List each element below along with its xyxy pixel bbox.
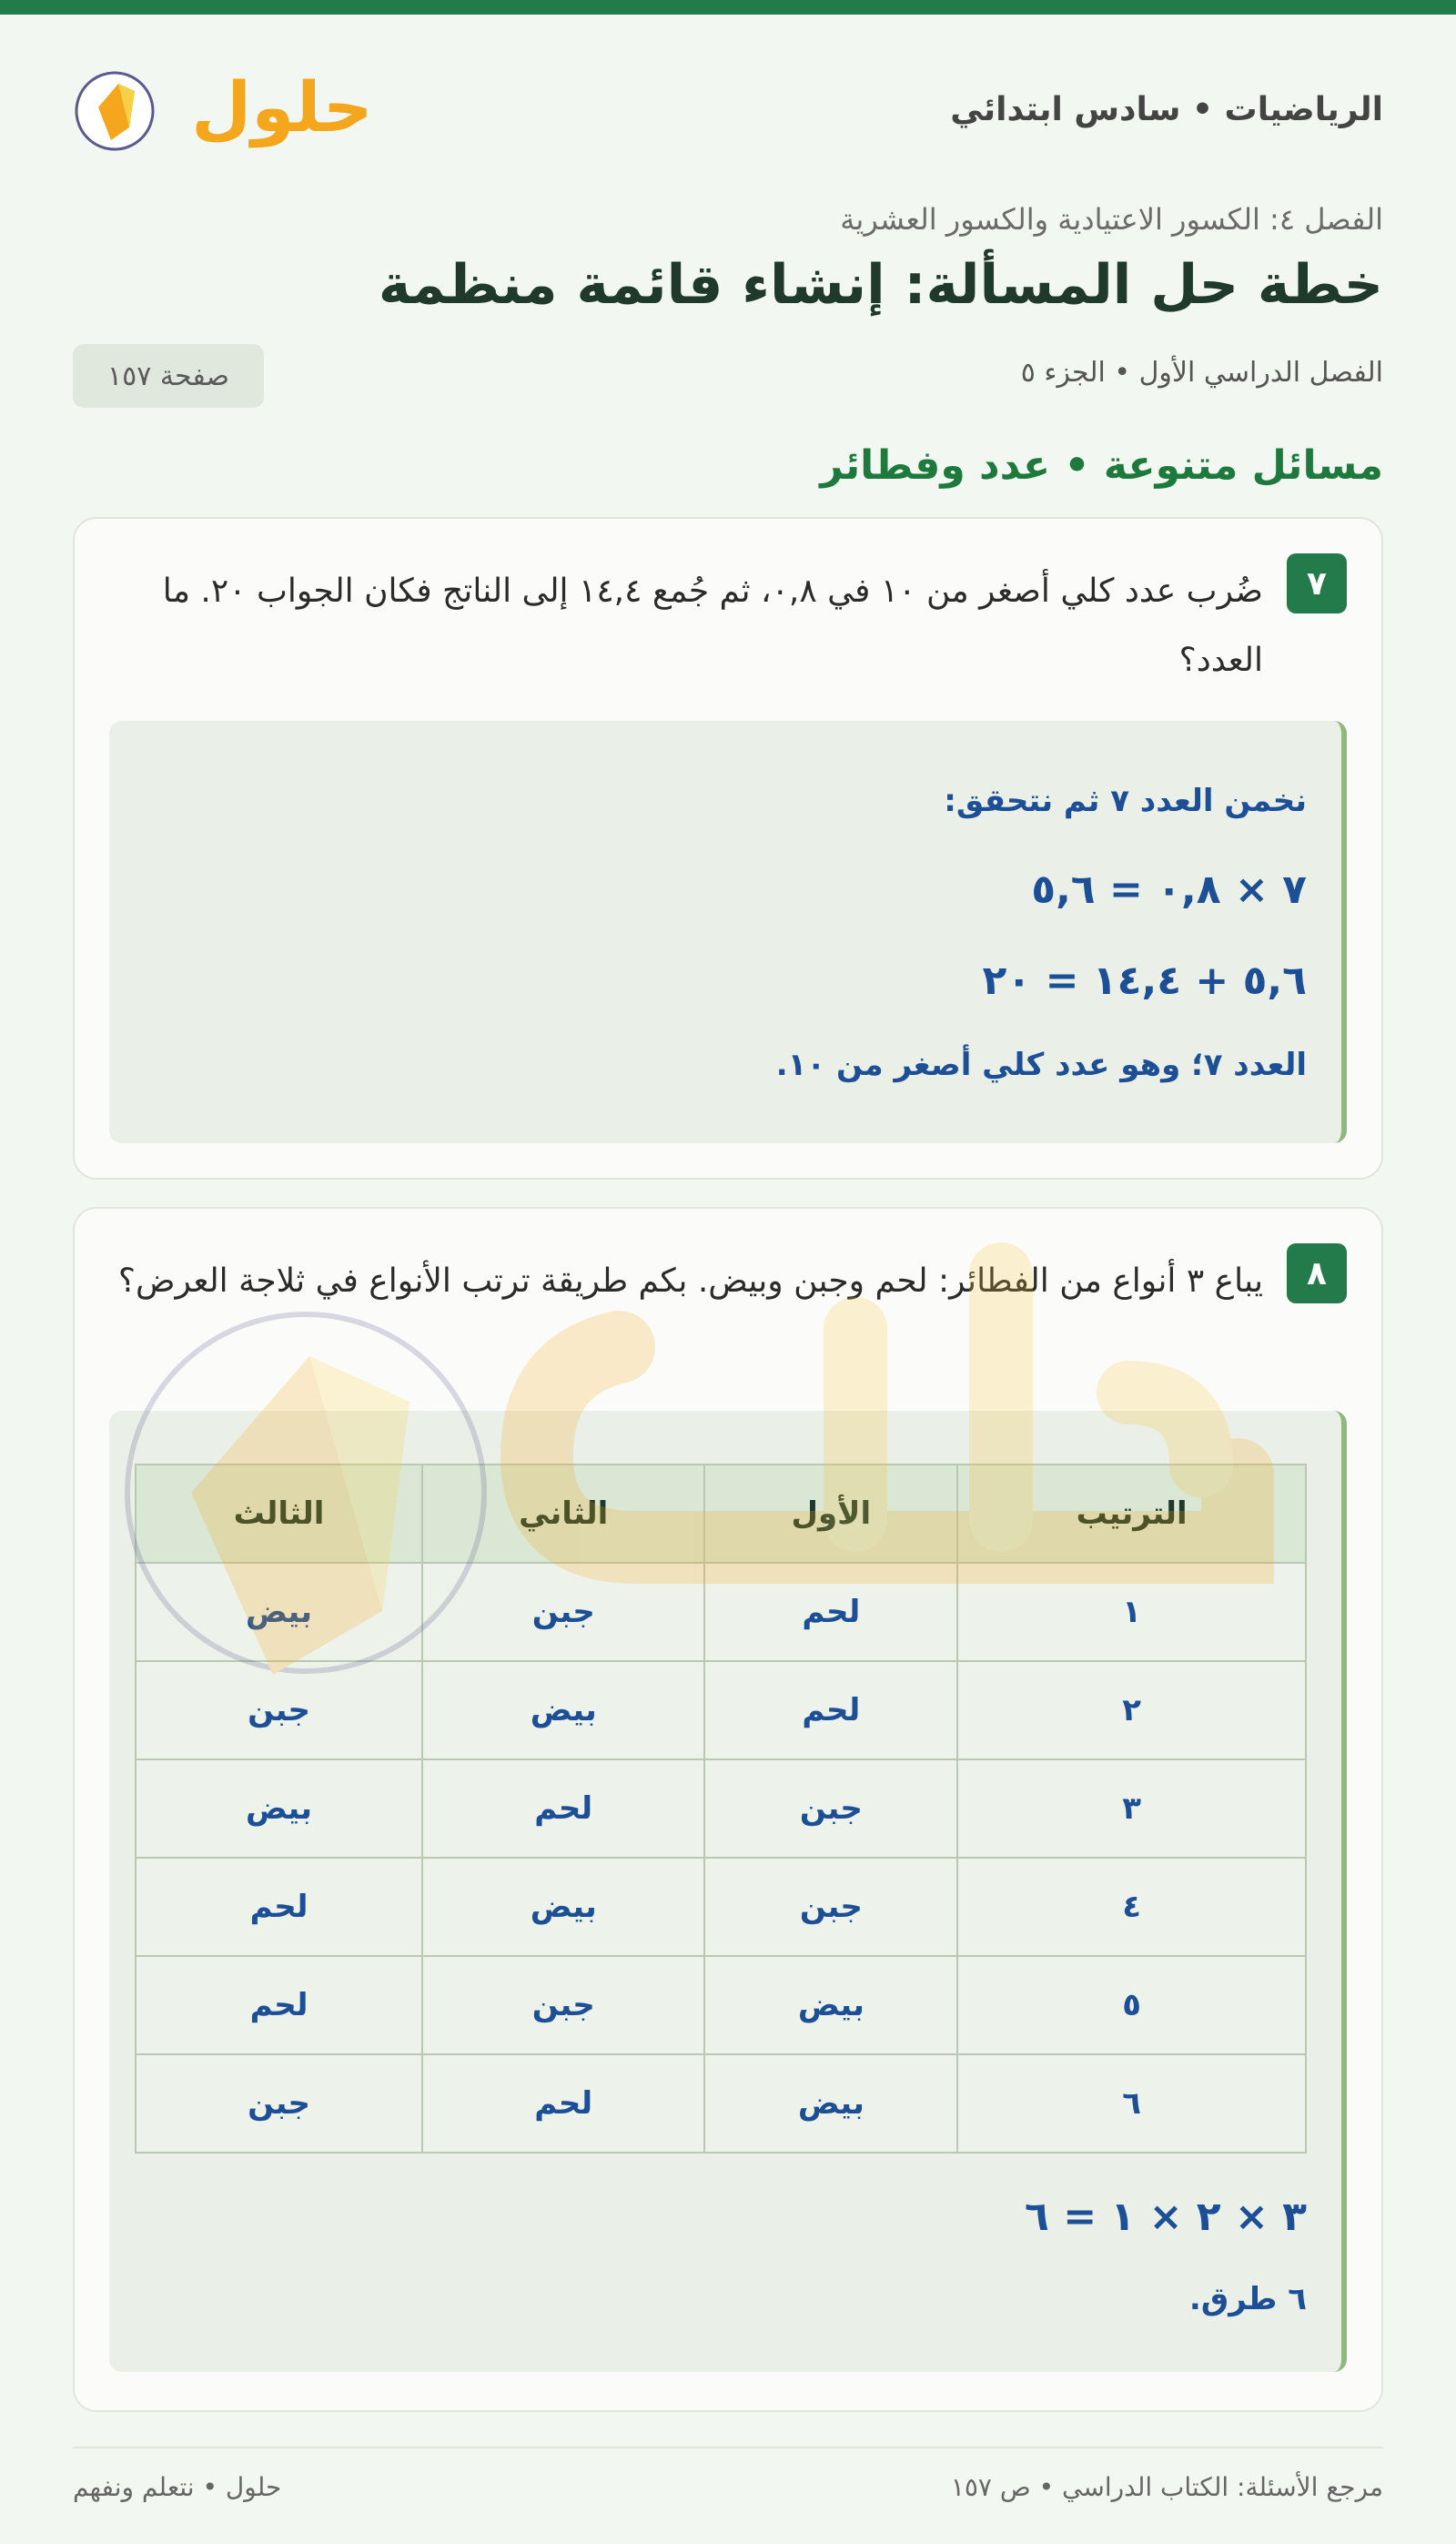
table-row xyxy=(136,1858,1306,1956)
table-cell: جبن xyxy=(704,1858,957,1956)
solution-equation: ٥,٦ + ١٤,٤ = ٢٠ xyxy=(982,958,1307,1004)
lesson-title: خطة حل المسألة: إنشاء قائمة منظمة xyxy=(378,253,1383,317)
solution-equation: ٧ × ٠,٨ = ٥,٦ xyxy=(1031,867,1307,913)
semester-label: الفصل الدراسي الأول • الجزء ٥ xyxy=(1020,357,1383,389)
table-cell: جبن xyxy=(422,1563,704,1661)
table-cell: جبن xyxy=(136,2054,422,2153)
column-header: الترتيب xyxy=(957,1465,1306,1563)
table-cell: لحم xyxy=(704,1661,957,1759)
table-cell: لحم xyxy=(136,1956,422,2054)
solution-box xyxy=(109,1411,1347,2372)
question-number-badge: ٨ xyxy=(1287,1243,1347,1303)
column-header: الثالث xyxy=(136,1465,422,1563)
table-header-row xyxy=(136,1465,1306,1563)
page-badge: صفحة ١٥٧ xyxy=(73,344,264,408)
table-cell: بيض xyxy=(704,1956,957,2054)
table-cell: جبن xyxy=(422,1956,704,2054)
footer-reference: مرجع الأسئلة: الكتاب الدراسي • ص ١٥٧ xyxy=(950,2472,1383,2502)
hulul-logo xyxy=(71,60,373,160)
question-text: يباع ٣ أنواع من الفطائر: لحم وجبن وبيض. بكم طريقة ترتب الأنواع في ثلاجة العرض؟ xyxy=(117,1262,1263,1300)
top-accent-bar xyxy=(0,0,1456,15)
section-heading: مسائل متنوعة • عدد وفطائر xyxy=(820,442,1383,489)
solution-conclusion: العدد ٧؛ وهو عدد كلي أصغر من ١٠. xyxy=(775,1047,1307,1083)
column-header: الثاني xyxy=(422,1465,704,1563)
table-row xyxy=(136,1956,1306,2054)
solution-answer: ٦ طرق. xyxy=(1188,2281,1307,2317)
column-header: الأول xyxy=(704,1465,957,1563)
table-cell: ١ xyxy=(957,1563,1306,1661)
question-card-8 xyxy=(73,1207,1383,2412)
solution-calculation: ٣ × ٢ × ١ = ٦ xyxy=(1025,2194,1307,2240)
solution-intro: نخمن العدد ٧ ثم نتحقق: xyxy=(944,783,1307,819)
solution-box xyxy=(109,721,1347,1143)
table-cell: بيض xyxy=(422,1858,704,1956)
footer-divider xyxy=(73,2447,1383,2448)
table-cell: لحم xyxy=(422,2054,704,2153)
table-row xyxy=(136,1563,1306,1661)
table-cell: لحم xyxy=(704,1563,957,1661)
table-cell: ٣ xyxy=(957,1759,1306,1858)
question-card-7 xyxy=(73,517,1383,1180)
table-cell: بيض xyxy=(136,1563,422,1661)
table-cell: بيض xyxy=(422,1661,704,1759)
table-cell: بيض xyxy=(704,2054,957,2153)
chapter-label: الفصل ٤: الكسور الاعتيادية والكسور العشرية xyxy=(840,202,1383,237)
table-cell: بيض xyxy=(136,1759,422,1858)
table-cell: لحم xyxy=(136,1858,422,1956)
table-row xyxy=(136,2054,1306,2153)
subject-grade-label: الرياضيات • سادس ابتدائي xyxy=(950,91,1383,128)
table-cell: ٤ xyxy=(957,1858,1306,1956)
table-cell: ٢ xyxy=(957,1661,1306,1759)
table-cell: لحم xyxy=(422,1759,704,1858)
table-cell: ٥ xyxy=(957,1956,1306,2054)
table-cell: جبن xyxy=(136,1661,422,1759)
arrangements-table xyxy=(135,1464,1307,2154)
table-cell: ٦ xyxy=(957,2054,1306,2153)
svg-text:حلول: حلول xyxy=(191,66,373,147)
table-row xyxy=(136,1661,1306,1759)
table-row xyxy=(136,1759,1306,1858)
question-number-badge: ٧ xyxy=(1287,553,1347,613)
table-cell: جبن xyxy=(704,1759,957,1858)
footer-brand: حلول • نتعلم ونفهم xyxy=(73,2472,282,2502)
question-text: ضُرب عدد كلي أصغر من ١٠ في ٠,٨، ثم جُمع ١٤,٤ إلى الناتج فكان الجواب ٢٠. ما العدد؟ xyxy=(162,573,1263,679)
